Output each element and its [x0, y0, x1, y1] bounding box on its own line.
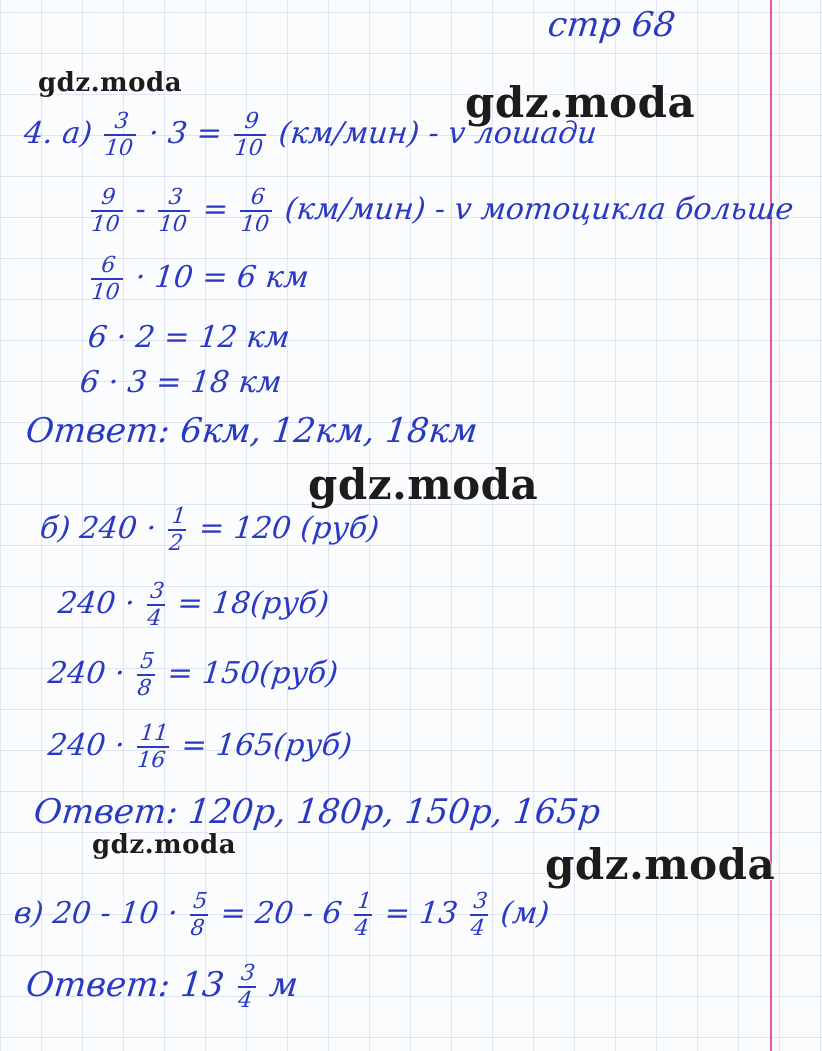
fraction: $\frac{9}{10}$: [88, 186, 125, 236]
task-b-line-2: 240 · $\frac{3}{4}$ = 18(руб): [56, 579, 331, 632]
task-a-line-1: 4. а) $\frac{3}{10}$ · 3 = $\frac{9}{10}$ (км/мин) - v лошади: [22, 109, 599, 162]
watermark: gdz.moda: [308, 460, 539, 509]
fraction: $\frac{3}{4}$: [469, 889, 489, 942]
watermark: gdz.moda: [465, 78, 696, 127]
fraction: $\frac{3}{4}$: [236, 961, 257, 1014]
fraction: $\frac{6}{10}$: [88, 254, 125, 304]
task-c-label: в): [12, 896, 46, 932]
task-c-answer: Ответ: 13 $\frac{3}{4}$ м: [24, 961, 300, 1014]
task-b-label: б): [38, 511, 73, 547]
task-b-line-4: 240 · $\frac{11}{16}$ = 165(руб): [46, 721, 354, 774]
fraction: $\frac{9}{10}$: [232, 110, 269, 160]
fraction: $\frac{11}{16}$: [136, 721, 170, 774]
fraction: $\frac{1}{2}$: [167, 504, 188, 557]
task-a-line-5: 6 · 3 = 18 км: [78, 365, 284, 400]
fraction: $\frac{5}{8}$: [189, 889, 209, 942]
task-b-answer: Ответ: 120р, 180р, 150р, 165р: [31, 792, 603, 832]
task-c-line-1: в) 20 - 10 · $\frac{5}{8}$ = 20 - 6 $\frac{1}{4}$ = 13 $\frac{3}{4}$ (м): [12, 889, 551, 942]
margin-line: [770, 0, 772, 1051]
fraction: $\frac{3}{4}$: [146, 579, 166, 632]
fraction: $\frac{1}{4}$: [353, 889, 373, 942]
watermark: gdz.moda: [38, 68, 183, 98]
task-a-line-2: $\frac{9}{10}$ - $\frac{3}{10}$ = $\frac{6}{10}$ (км/мин) - v мотоцикла больше: [90, 185, 796, 238]
task-b-line-1: б) 240 · $\frac{1}{2}$ = 120 (руб): [38, 504, 381, 557]
fraction: $\frac{3}{10}$: [156, 186, 193, 236]
task-a-label: 4. а): [22, 116, 94, 152]
task-a-line-4: 6 · 2 = 12 км: [86, 320, 292, 355]
fraction: $\frac{5}{8}$: [136, 649, 156, 702]
task-b-line-3: 240 · $\frac{5}{8}$ = 150(руб): [46, 649, 340, 702]
task-a-answer: Ответ: 6км, 12км, 18км: [23, 411, 480, 451]
watermark: gdz.moda: [92, 830, 237, 860]
watermark: gdz.moda: [545, 840, 776, 889]
fraction: $\frac{6}{10}$: [238, 186, 275, 236]
page-label: стр 68: [545, 5, 678, 45]
fraction: $\frac{3}{10}$: [102, 110, 139, 160]
task-a-line-3: $\frac{6}{10}$ · 10 = 6 км: [90, 253, 311, 306]
